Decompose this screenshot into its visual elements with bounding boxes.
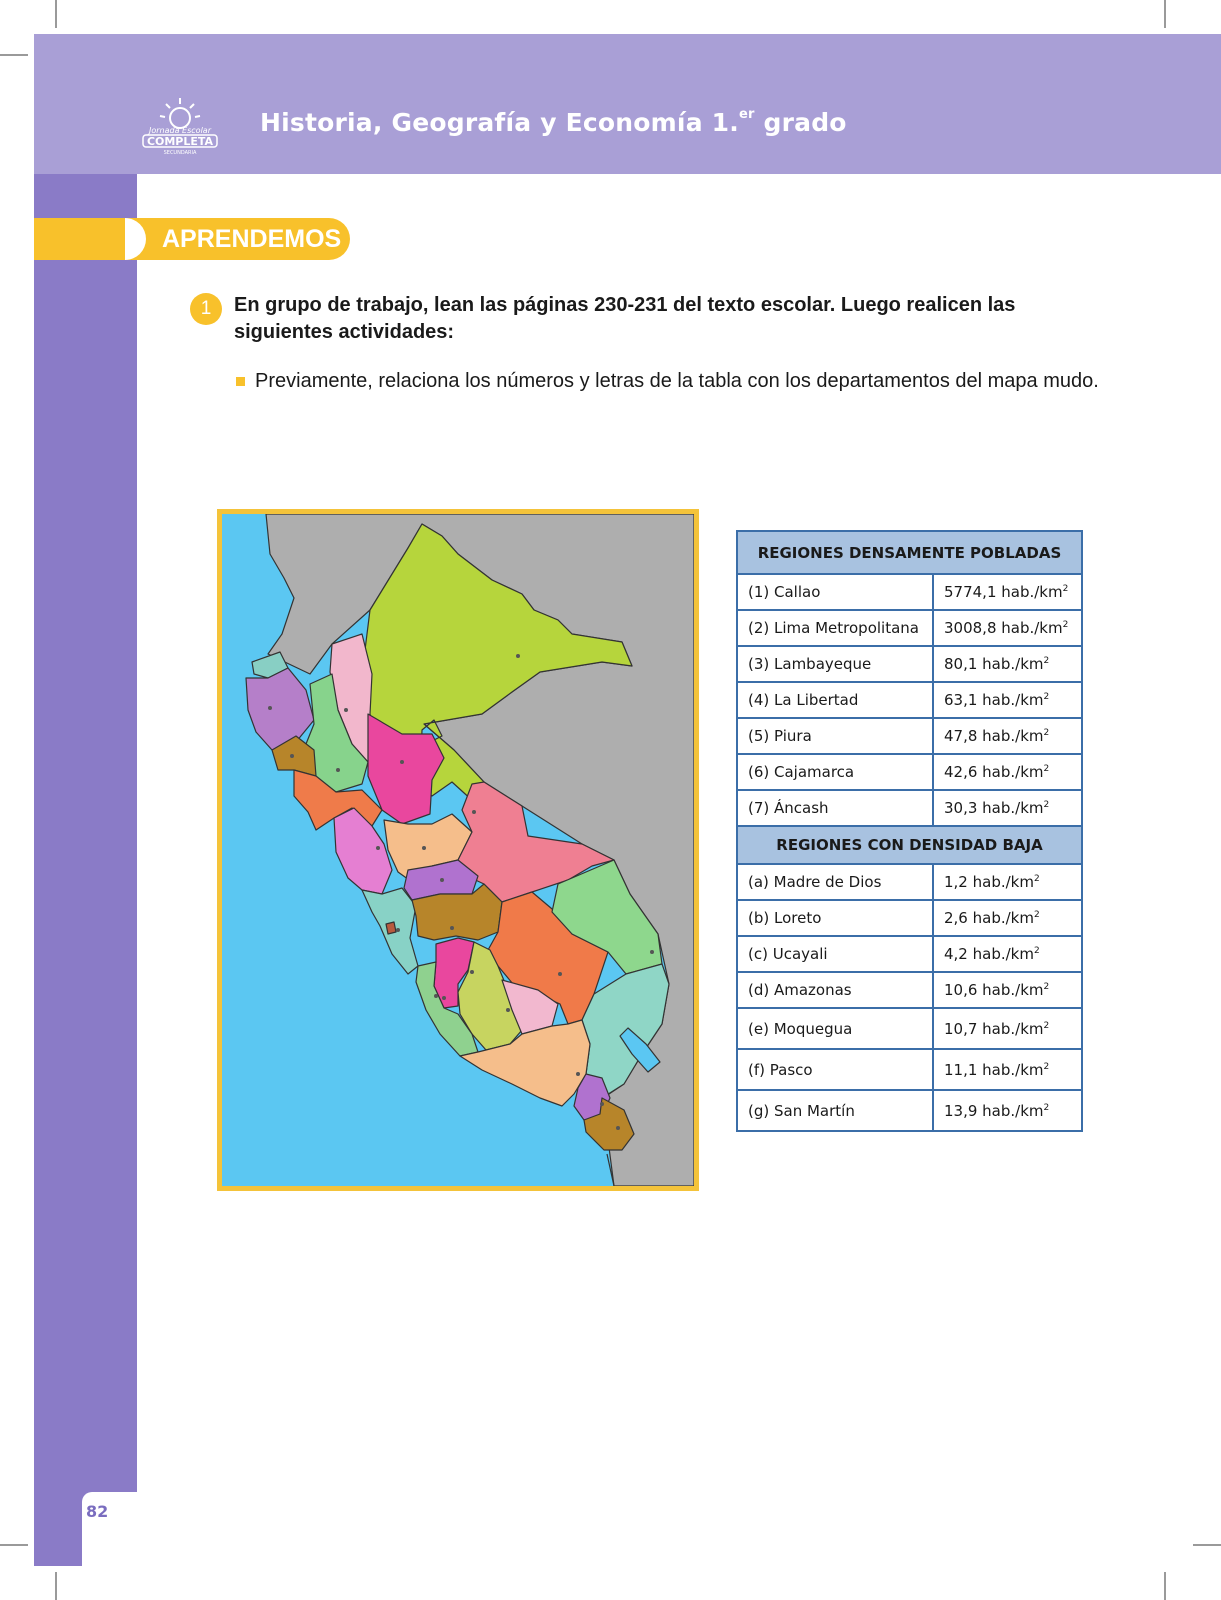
page-title: Historia, Geografía y Economía 1.$^{er}$ grado <box>260 106 847 137</box>
svg-text:Jornada Escolar: Jornada Escolar <box>149 126 211 135</box>
table-row: (3) Lambayeque 80,1 $hab./km^2$ <box>737 646 1082 682</box>
region-piura <box>246 668 314 750</box>
table-header-low: REGIONES CON DENSIDAD BAJA <box>737 826 1082 864</box>
table-row: (c) Ucayali 4,2 $hab./km^2$ <box>737 936 1082 972</box>
region-ancash <box>334 808 392 894</box>
crop-mark <box>0 54 28 56</box>
table-row: (d) Amazonas 10,6 $hab./km^2$ <box>737 972 1082 1008</box>
table-row: (4) La Libertad 63,1 $hab./km^2$ <box>737 682 1082 718</box>
svg-text:COMPLETA: COMPLETA <box>146 135 214 148</box>
crop-mark <box>0 1544 28 1546</box>
jornada-escolar-logo <box>140 96 220 156</box>
table-row: (g) San Martín 13,9 $hab./km^2$ <box>737 1090 1082 1131</box>
left-sidebar <box>34 174 137 1566</box>
map-svg <box>222 514 694 1186</box>
bullet-text: Previamente, relaciona los números y letras de la tabla con los departamentos del mapa mudo. <box>255 370 1099 392</box>
crop-mark <box>55 1572 57 1600</box>
table-header-dense: REGIONES DENSAMENTE POBLADAS <box>737 531 1082 574</box>
activity-number: 1 <box>190 293 222 325</box>
table-row: (7) Áncash 30,3 $hab./km^2$ <box>737 790 1082 826</box>
table-row: (5) Piura 47,8 $hab./km^2$ <box>737 718 1082 754</box>
section-label: APRENDEMOS <box>162 225 342 253</box>
table-row: (b) Loreto 2,6 $hab./km^2$ <box>737 900 1082 936</box>
bullet-square-icon <box>236 377 245 386</box>
peru-blank-map <box>217 509 699 1191</box>
region-callao <box>386 922 396 934</box>
table-row: (1) Callao 5774,1 $hab./km^2$ <box>737 574 1082 610</box>
table-row: (2) Lima Metropolitana 3008,8 $hab./km^2$ <box>737 610 1082 646</box>
svg-text:SECUNDARIA: SECUNDARIA <box>163 150 197 156</box>
crop-mark <box>1164 0 1166 28</box>
crop-mark <box>1193 1544 1221 1546</box>
page-number: 82 <box>86 1502 109 1521</box>
table-row: (f) Pasco 11,1 $hab./km^2$ <box>737 1049 1082 1090</box>
table-row: (a) Madre de Dios 1,2 $hab./km^2$ <box>737 864 1082 900</box>
table-row: (6) Cajamarca 42,6 $hab./km^2$ <box>737 754 1082 790</box>
crop-mark <box>1164 1572 1166 1600</box>
crop-mark <box>55 0 57 28</box>
density-table <box>736 530 1083 1132</box>
density-table-wrap <box>736 530 1083 1132</box>
table-row: (e) Moquegua 10,7 $hab./km^2$ <box>737 1008 1082 1049</box>
activity-instruction: En grupo de trabajo, lean las páginas 230-231 del texto escolar. Luego realicen las siguientes actividades: <box>234 294 1016 343</box>
